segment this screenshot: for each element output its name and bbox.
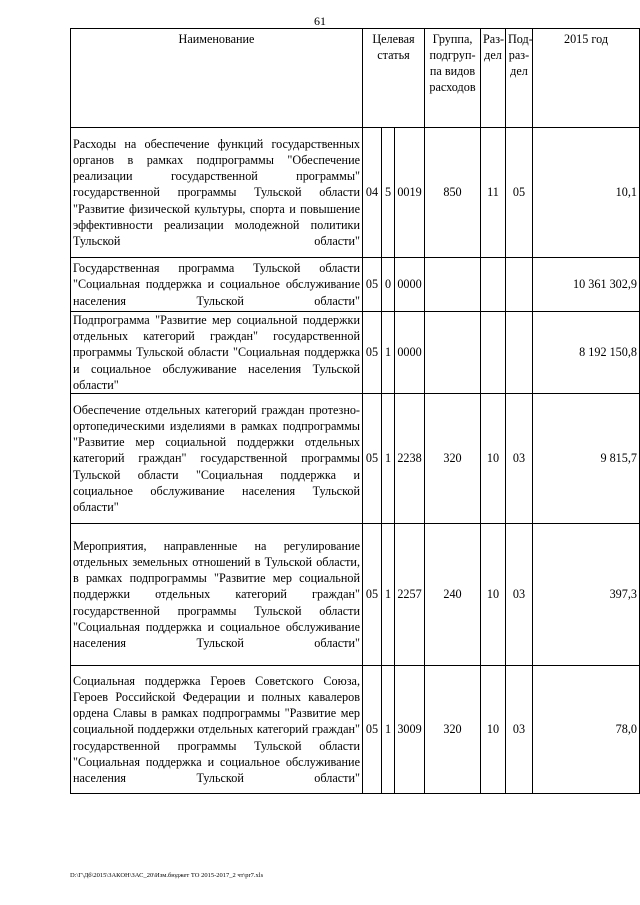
row-name: Расходы на обеспечение функций государственных органов в рамках подпрограммы "Обеспечение реализации государственной программы" государственной программы Тульской области "Развитие физической культуры, спорта и повышение эффективности реализации молодежной политики Тульской области" <box>71 128 363 258</box>
table-row <box>71 524 640 666</box>
table-row <box>71 394 640 524</box>
row-section <box>481 258 506 312</box>
row-section <box>481 312 506 394</box>
row-name: Социальная поддержка Героев Советского Союза, Героев Российской Федерации и полных кавалеров ордена Славы в рамках подпрограммы "Развитие мер социальной поддержки отдельных категорий граждан" государственной программы Тульской области "Социальная поддержка и социальное обслуживание населения Тульской области" <box>71 666 363 794</box>
row-article-subprogram: 1 <box>382 666 395 794</box>
table-row <box>71 666 640 794</box>
row-group <box>425 258 481 312</box>
row-group: 240 <box>425 524 481 666</box>
row-subsection <box>506 258 533 312</box>
budget-table <box>70 28 640 794</box>
row-amount: 9 815,7 <box>533 394 640 524</box>
row-article-subprogram: 0 <box>382 258 395 312</box>
row-article-subprogram: 1 <box>382 524 395 666</box>
table-row <box>71 128 640 258</box>
table-row <box>71 312 640 394</box>
row-amount: 8 192 150,8 <box>533 312 640 394</box>
row-group: 320 <box>425 394 481 524</box>
footer-file-path: D:\Г\Дб\2015\ЗАКОН\ЗАС_20\Изм.бюджет ТО 2015-2017_2 чт\pr7.xls <box>70 872 264 879</box>
row-article-direction: 0019 <box>395 128 425 258</box>
row-group: 850 <box>425 128 481 258</box>
row-amount: 10 361 302,9 <box>533 258 640 312</box>
row-article-program: 05 <box>363 258 382 312</box>
row-article-program: 05 <box>363 394 382 524</box>
row-article-program: 05 <box>363 666 382 794</box>
row-subsection: 03 <box>506 394 533 524</box>
page-number: 61 <box>314 14 326 28</box>
table-row <box>71 258 640 312</box>
row-article-direction: 3009 <box>395 666 425 794</box>
row-amount: 78,0 <box>533 666 640 794</box>
row-article-program: 04 <box>363 128 382 258</box>
row-amount: 10,1 <box>533 128 640 258</box>
header-year: 2015 год <box>533 29 640 128</box>
row-name: Государственная программа Тульской области "Социальная поддержка и социальное обслуживание населения Тульской области" <box>71 258 363 312</box>
header-section: Раз-дел <box>481 29 506 128</box>
row-section: 10 <box>481 524 506 666</box>
row-subsection: 03 <box>506 524 533 666</box>
table-header-row <box>71 29 640 128</box>
row-article-direction: 0000 <box>395 312 425 394</box>
row-name: Мероприятия, направленные на регулирование отдельных земельных отношений в Тульской области, в рамках подпрограммы "Развитие мер социальной поддержки отдельных категорий граждан" государственной программы Тульской области "Социальная поддержка и социальное обслуживание населения Тульской области" <box>71 524 363 666</box>
row-section: 10 <box>481 666 506 794</box>
row-group: 320 <box>425 666 481 794</box>
row-subsection: 03 <box>506 666 533 794</box>
row-section: 10 <box>481 394 506 524</box>
row-group <box>425 312 481 394</box>
row-article-program: 05 <box>363 312 382 394</box>
row-subsection <box>506 312 533 394</box>
row-subsection: 05 <box>506 128 533 258</box>
row-name: Подпрограмма "Развитие мер социальной поддержки отдельных категорий граждан" государственной программы Тульской области "Социальная поддержка и социальное обслуживание населения Тульской области" <box>71 312 363 394</box>
row-article-program: 05 <box>363 524 382 666</box>
row-article-subprogram: 1 <box>382 312 395 394</box>
row-article-direction: 0000 <box>395 258 425 312</box>
row-article-direction: 2257 <box>395 524 425 666</box>
header-name: Наименование <box>71 29 363 128</box>
header-subsection: Под-раз-дел <box>506 29 533 128</box>
row-article-direction: 2238 <box>395 394 425 524</box>
row-article-subprogram: 1 <box>382 394 395 524</box>
row-section: 11 <box>481 128 506 258</box>
row-name: Обеспечение отдельных категорий граждан протезно-ортопедическими изделиями в рамках подпрограммы "Развитие мер социальной поддержки отдельных категорий граждан" государственной программы Тульской области "Социальная поддержка и социальное обслуживание населения Тульской области" <box>71 394 363 524</box>
row-article-subprogram: 5 <box>382 128 395 258</box>
row-amount: 397,3 <box>533 524 640 666</box>
header-target-article: Целевая статья <box>363 29 425 128</box>
header-group: Группа, подгруп-па видов расходов <box>425 29 481 128</box>
